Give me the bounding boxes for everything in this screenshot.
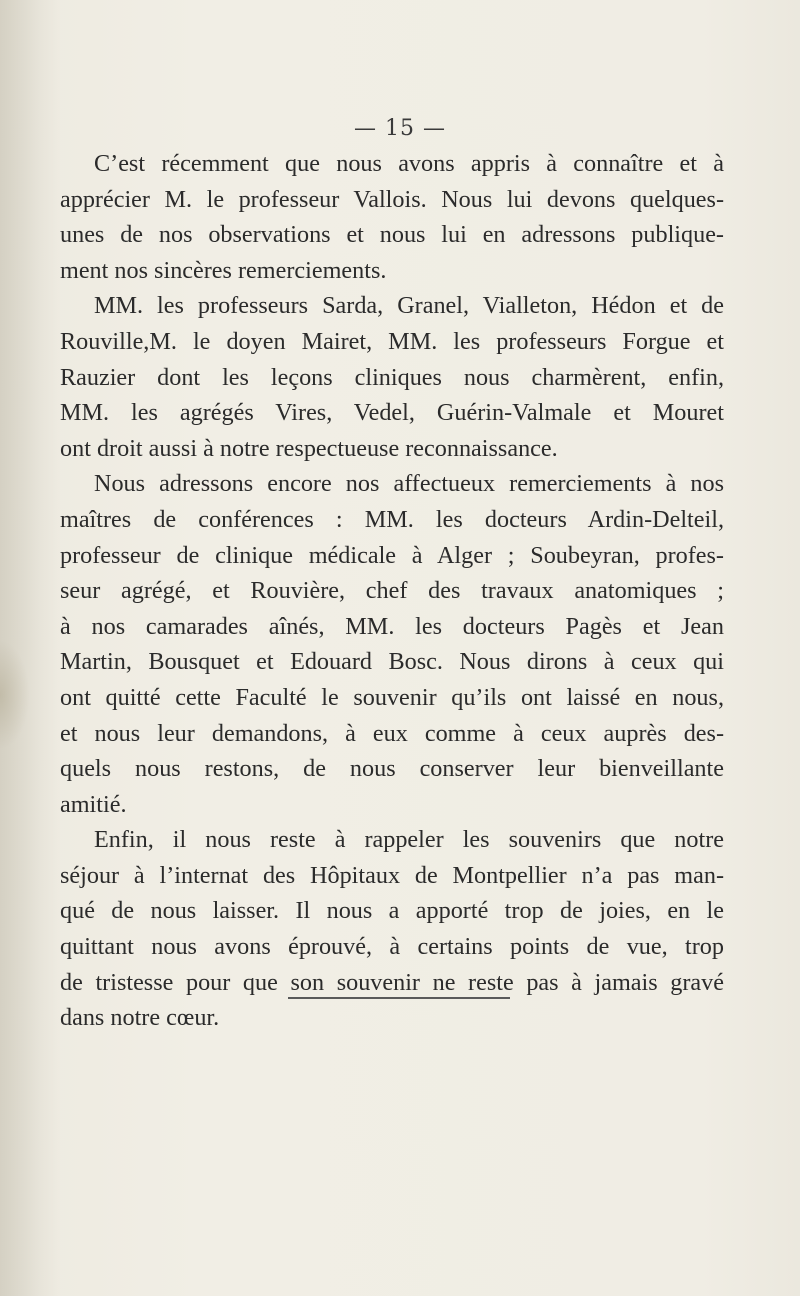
body-text xyxy=(60,146,724,1036)
paragraph xyxy=(60,288,724,466)
text-line: apprécier M. le professeur Vallois. Nous lui devons quelques- xyxy=(60,185,724,213)
text-line: quels nous restons, de nous conserver leur bienveillante xyxy=(60,755,724,783)
text-line: dans notre cœur. xyxy=(60,1004,220,1032)
text-line: Martin, Bousquet et Edouard Bosc. Nous dirons à ceux qui xyxy=(60,648,724,676)
text-line: et nous leur demandons, à eux comme à ceux auprès des- xyxy=(60,719,724,747)
text-line: unes de nos observations et nous lui en adressons publique- xyxy=(60,221,724,249)
text-line: maîtres de conférences : MM. les docteurs Ardin-Delteil, xyxy=(60,505,724,533)
paragraph xyxy=(60,822,724,1036)
text-line: Nous adressons encore nos affectueux remerciements à nos xyxy=(94,470,724,498)
text-line: Rouville,M. le doyen Mairet, MM. les professeurs Forgue et xyxy=(60,327,724,355)
text-line: qué de nous laisser. Il nous a apporté trop de joies, en le xyxy=(60,897,724,925)
paper-stain xyxy=(0,640,30,750)
closing-rule xyxy=(288,997,510,999)
page-number: — 15 — xyxy=(354,116,446,141)
text-line: séjour à l’internat des Hôpitaux de Montpellier n’a pas man- xyxy=(60,861,724,889)
text-line: seur agrégé, et Rouvière, chef des travaux anatomiques ; xyxy=(60,577,724,605)
text-line: de tristesse pour que son souvenir ne reste pas à jamais gravé xyxy=(60,968,724,996)
text-line: Enfin, il nous reste à rappeler les souvenirs que notre xyxy=(94,826,724,854)
text-line: amitié. xyxy=(60,790,127,818)
paragraph xyxy=(60,466,724,822)
text-line: ont quitté cette Faculté le souvenir qu’ils ont laissé en nous, xyxy=(60,683,724,711)
text-line: à nos camarades aînés, MM. les docteurs Pagès et Jean xyxy=(60,612,724,640)
paragraph xyxy=(60,146,724,288)
text-line: MM. les agrégés Vires, Vedel, Guérin-Valmale et Mouret xyxy=(60,399,724,427)
text-line: ment nos sincères remerciements. xyxy=(60,256,387,284)
text-line: MM. les professeurs Sarda, Granel, Vialleton, Hédon et de xyxy=(94,292,724,320)
text-line: C’est récemment que nous avons appris à connaître et à xyxy=(94,150,724,177)
text-line: professeur de clinique médicale à Alger ; Soubeyran, profes- xyxy=(60,541,724,569)
text-line: quittant nous avons éprouvé, à certains points de vue, trop xyxy=(60,933,724,961)
text-line: Rauzier dont les leçons cliniques nous charmèrent, enfin, xyxy=(60,363,724,391)
text-line: ont droit aussi à notre respectueuse reconnaissance. xyxy=(60,434,558,462)
